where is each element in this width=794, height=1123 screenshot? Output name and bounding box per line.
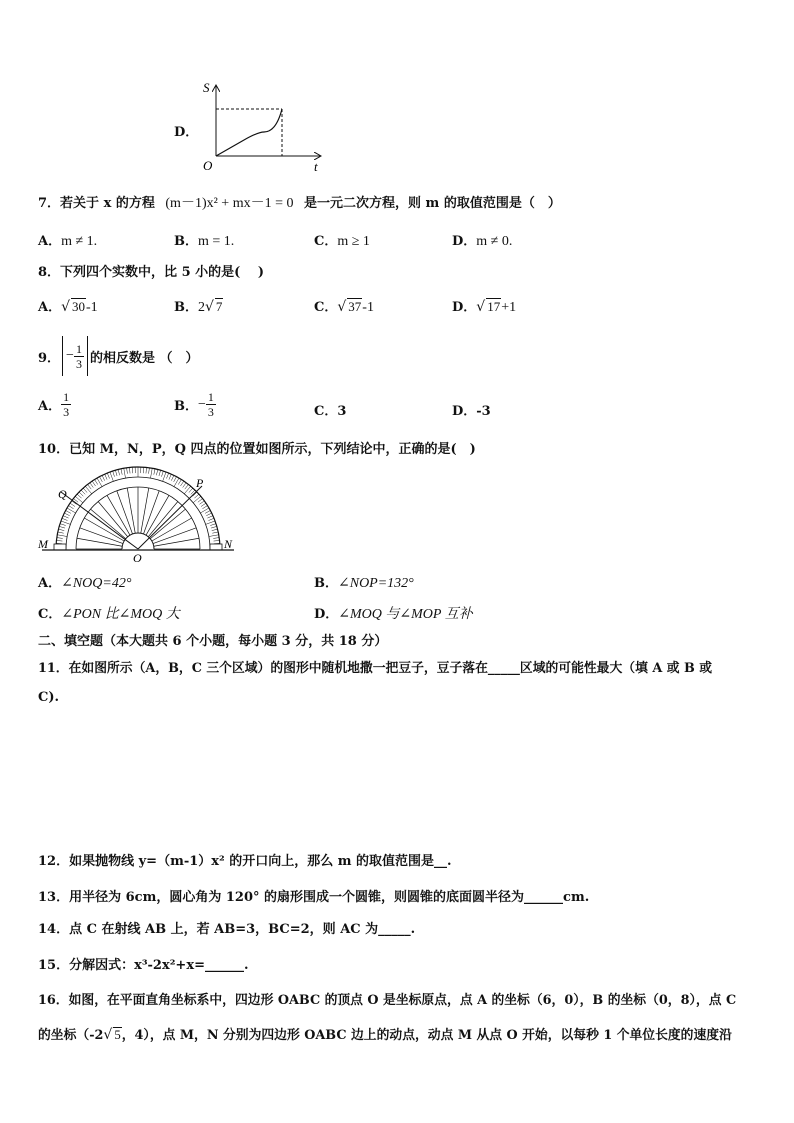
protractor-figure — [36, 464, 240, 564]
q9-option-d[interactable]: D．-3 — [452, 404, 491, 419]
origin-label: O — [203, 158, 213, 173]
q7-option-d[interactable]: D．m ≠ 0. — [452, 234, 513, 249]
x-axis-label: t — [314, 159, 318, 174]
q8-option-b[interactable]: B．2√ 7 — [174, 299, 223, 315]
section-2-heading: 二、填空题（本大题共 6 个小题，每小题 3 分，共 18 分） — [38, 634, 388, 649]
q10-option-b[interactable]: B．∠NOP=132° — [314, 576, 414, 591]
q8-option-d[interactable]: D．√ 17+1 — [452, 299, 517, 315]
q8-option-a[interactable]: A．√ 30-1 — [38, 299, 98, 315]
q7-option-c[interactable]: C．m ≥ 1 — [314, 234, 370, 249]
question-10: 10．已知 M，N，P，Q 四点的位置如图所示，下列结论中，正确的是( ) — [38, 442, 476, 457]
question-12: 12．如果抛物线 y=（m-1）x² 的开口向上，那么 m 的取值范围是__. — [38, 854, 452, 869]
q7-option-b[interactable]: B．m = 1. — [174, 234, 235, 249]
question-11-line1: 11．在如图所示（A，B，C 三个区域）的图形中随机地撒一把豆子，豆子落在_____区域的可能性最大（填 A 或 B 或 — [38, 661, 713, 676]
question-11-line2: C). — [38, 690, 60, 705]
question-8: 8．下列四个实数中，比 5 小的是( ) — [38, 265, 264, 280]
abs-value-expression: − $\frac{1}{3}$ — [62, 336, 88, 376]
question-13: 13．用半径为 6cm，圆心角为 120° 的扇形围成一个圆锥，则圆锥的底面圆半径为______cm. — [38, 890, 590, 905]
q10-option-a[interactable]: A．∠NOQ=42° — [38, 576, 132, 591]
svg-text:O: O — [133, 551, 142, 564]
q8-option-c[interactable]: C．√ 37-1 — [314, 299, 374, 315]
question-14: 14．点 C 在射线 AB 上，若 AB=3，BC=2，则 AC 为_____. — [38, 922, 416, 937]
q9-option-c[interactable]: C．3 — [314, 404, 347, 419]
svg-text:N: N — [224, 537, 233, 551]
question-16-line1: 16．如图，在平面直角坐标系中，四边形 OABC 的顶点 O 是坐标原点，点 A 的坐标（6，0），B 的坐标（0，8），点 C — [38, 993, 737, 1008]
option-d-label: D． — [174, 125, 199, 140]
y-axis-label: S — [203, 80, 210, 95]
q10-option-d[interactable]: D．∠MOQ 与∠MOP 互补 — [314, 607, 473, 622]
distance-time-graph — [198, 80, 328, 175]
q9-option-b[interactable]: B． − $\frac{1}{3}$ — [174, 390, 214, 419]
question-7: 7．若关于 x 的方程 (m－1)x² + mx－1 = 0 是一元二次方程，则 m 的取值范围是（ ） — [38, 196, 561, 211]
question-15: 15．分解因式：x³-2x²+x=______. — [38, 958, 249, 973]
question-9: 9． − $\frac{1}{3}$ 的相反数是 （ ） — [38, 336, 198, 376]
svg-text:P: P — [196, 476, 204, 490]
question-16-line2: 的坐标（-2√ 5，4），点 M，N 分别为四边形 OABC 边上的动点，动点 M 从点 O 开始，以每秒 1 个单位长度的速度沿 — [38, 1027, 732, 1043]
q9-option-a[interactable]: A． $\frac{1}{3}$ — [38, 390, 70, 419]
q10-option-c[interactable]: C．∠PON 比∠MOQ 大 — [38, 607, 180, 622]
svg-text:Q: Q — [58, 487, 67, 501]
q7-option-a[interactable]: A．m ≠ 1. — [38, 234, 98, 249]
graph-curve — [216, 109, 282, 156]
svg-text:M: M — [38, 537, 48, 551]
